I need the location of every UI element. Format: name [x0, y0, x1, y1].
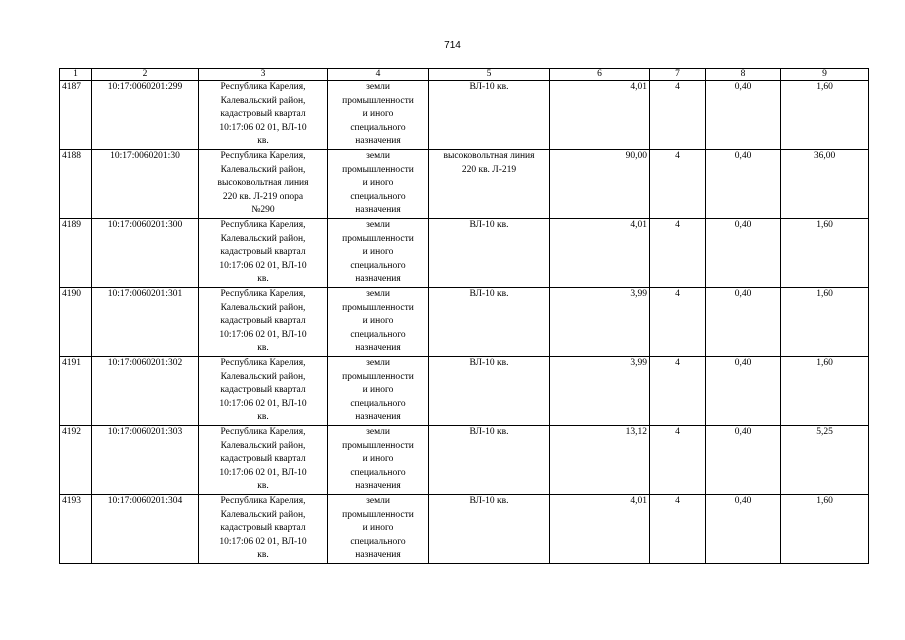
cadastral-number-cell: 10:17:0060201:300	[92, 219, 199, 288]
address-cell-line: Калевальский район,	[220, 164, 306, 175]
table-row	[60, 426, 869, 495]
column-header: 2	[92, 69, 199, 81]
land-category-cell-line: промышленности	[342, 509, 414, 520]
land-category-cell-line: промышленности	[342, 371, 414, 382]
address-cell-line: Калевальский район,	[220, 509, 306, 520]
address-cell-line: 10:17:06 02 01, ВЛ-10	[219, 467, 307, 478]
address-cell	[199, 219, 328, 288]
address-cell-line: Республика Карелия,	[220, 427, 306, 437]
table-row	[60, 357, 869, 426]
column-8-cell: 0,40	[706, 81, 781, 150]
land-category-cell-line: назначения	[355, 412, 401, 423]
column-8-cell: 0,40	[706, 150, 781, 219]
table-row	[60, 219, 869, 288]
land-category-cell-line: и иного	[362, 454, 394, 465]
row-number-cell: 4188	[60, 150, 92, 219]
column-9-cell: 1,60	[781, 81, 869, 150]
address-cell-line: 10:17:06 02 01, ВЛ-10	[219, 536, 307, 547]
permitted-use-cell	[429, 495, 550, 564]
area-cell: 4,01	[550, 219, 650, 288]
land-category-cell-line: назначения	[355, 343, 401, 354]
column-8-cell: 0,40	[706, 288, 781, 357]
cadastral-number-cell: 10:17:0060201:299	[92, 81, 199, 150]
land-category-cell-line: и иного	[362, 385, 394, 396]
permitted-use-cell-line: ВЛ-10 кв.	[469, 358, 509, 368]
column-9-cell: 5,25	[781, 426, 869, 495]
address-cell-line: 10:17:06 02 01, ВЛ-10	[219, 260, 307, 271]
address-cell-line: Республика Карелия,	[220, 496, 306, 506]
cadastral-number-cell: 10:17:0060201:303	[92, 426, 199, 495]
land-category-cell-line: назначения	[355, 550, 401, 561]
land-registry-table	[59, 68, 869, 564]
land-category-cell	[328, 219, 429, 288]
column-header: 4	[328, 69, 429, 81]
address-cell-line: кв.	[257, 136, 269, 147]
area-cell: 13,12	[550, 426, 650, 495]
address-cell-line: кадастровый квартал	[220, 454, 306, 465]
address-cell	[199, 288, 328, 357]
address-cell-line: Республика Карелия,	[220, 82, 306, 92]
column-9-cell: 1,60	[781, 219, 869, 288]
land-category-cell	[328, 495, 429, 564]
permitted-use-cell	[429, 81, 550, 150]
header-row	[60, 69, 869, 81]
column-8-cell: 0,40	[706, 357, 781, 426]
land-category-cell-line: назначения	[355, 136, 401, 147]
land-category-cell-line: назначения	[355, 481, 401, 492]
land-category-cell-line: специального	[350, 191, 406, 202]
column-9-cell: 1,60	[781, 357, 869, 426]
land-category-cell-line: земли	[366, 427, 390, 437]
address-cell-line: 10:17:06 02 01, ВЛ-10	[219, 398, 307, 409]
row-number-cell: 4187	[60, 81, 92, 150]
address-cell-line: 10:17:06 02 01, ВЛ-10	[219, 122, 307, 133]
land-category-cell-line: назначения	[355, 274, 401, 285]
column-7-cell: 4	[650, 219, 706, 288]
land-category-cell	[328, 150, 429, 219]
land-category-cell-line: промышленности	[342, 95, 414, 106]
row-number-cell: 4193	[60, 495, 92, 564]
cadastral-number-cell: 10:17:0060201:30	[92, 150, 199, 219]
column-9-cell: 1,60	[781, 288, 869, 357]
land-category-cell-line: специального	[350, 122, 406, 133]
address-cell-line: кв.	[257, 412, 269, 423]
column-header: 9	[781, 69, 869, 81]
row-number-cell: 4191	[60, 357, 92, 426]
land-category-cell-line: специального	[350, 329, 406, 340]
column-8-cell: 0,40	[706, 426, 781, 495]
column-header: 3	[199, 69, 328, 81]
address-cell-line: кв.	[257, 550, 269, 561]
permitted-use-cell-line: ВЛ-10 кв.	[469, 289, 509, 299]
column-7-cell: 4	[650, 357, 706, 426]
cadastral-number-cell: 10:17:0060201:304	[92, 495, 199, 564]
land-category-cell-line: и иного	[362, 316, 394, 327]
column-8-cell: 0,40	[706, 219, 781, 288]
column-9-cell: 36,00	[781, 150, 869, 219]
column-header: 5	[429, 69, 550, 81]
area-cell: 90,00	[550, 150, 650, 219]
land-category-cell-line: назначения	[355, 205, 401, 216]
address-cell-line: Республика Карелия,	[220, 358, 306, 368]
table-row	[60, 150, 869, 219]
permitted-use-cell-line: 220 кв. Л-219	[461, 164, 517, 175]
column-7-cell: 4	[650, 81, 706, 150]
address-cell	[199, 150, 328, 219]
address-cell-line: Калевальский район,	[220, 233, 306, 244]
permitted-use-cell-line: ВЛ-10 кв.	[469, 496, 509, 506]
row-number-cell: 4190	[60, 288, 92, 357]
column-7-cell: 4	[650, 426, 706, 495]
land-category-cell-line: специального	[350, 467, 406, 478]
land-category-cell-line: земли	[366, 358, 390, 368]
address-cell-line: кв.	[257, 481, 269, 492]
area-cell: 3,99	[550, 288, 650, 357]
address-cell	[199, 426, 328, 495]
address-cell-line: №290	[251, 205, 275, 216]
address-cell-line: кадастровый квартал	[220, 109, 306, 120]
address-cell-line: Калевальский район,	[220, 95, 306, 106]
area-cell: 4,01	[550, 495, 650, 564]
address-cell	[199, 81, 328, 150]
permitted-use-cell-line: ВЛ-10 кв.	[469, 220, 509, 230]
land-category-cell	[328, 288, 429, 357]
address-cell-line: 10:17:06 02 01, ВЛ-10	[219, 329, 307, 340]
permitted-use-cell	[429, 219, 550, 288]
address-cell-line: кадастровый квартал	[220, 385, 306, 396]
column-header: 8	[706, 69, 781, 81]
address-cell	[199, 495, 328, 564]
land-category-cell-line: промышленности	[342, 440, 414, 451]
column-7-cell: 4	[650, 150, 706, 219]
cadastral-number-cell: 10:17:0060201:302	[92, 357, 199, 426]
address-cell-line: Калевальский район,	[220, 302, 306, 313]
land-category-cell-line: специального	[350, 260, 406, 271]
permitted-use-cell	[429, 150, 550, 219]
cadastral-number-cell: 10:17:0060201:301	[92, 288, 199, 357]
permitted-use-cell	[429, 288, 550, 357]
column-8-cell: 0,40	[706, 495, 781, 564]
land-category-cell-line: промышленности	[342, 233, 414, 244]
address-cell-line: Республика Карелия,	[220, 151, 306, 161]
land-category-cell	[328, 357, 429, 426]
address-cell-line: 220 кв. Л-219 опора	[222, 191, 304, 202]
land-category-cell-line: земли	[366, 496, 390, 506]
land-category-cell-line: специального	[350, 536, 406, 547]
permitted-use-cell-line: ВЛ-10 кв.	[469, 82, 509, 92]
land-category-cell-line: специального	[350, 398, 406, 409]
table-row	[60, 81, 869, 150]
permitted-use-cell-line: ВЛ-10 кв.	[469, 427, 509, 437]
land-category-cell	[328, 81, 429, 150]
address-cell-line: кадастровый квартал	[220, 247, 306, 258]
address-cell-line: кадастровый квартал	[220, 316, 306, 327]
page-number: 714	[444, 40, 461, 51]
permitted-use-cell-line: высоковольтная линия	[443, 151, 535, 161]
address-cell-line: Республика Карелия,	[220, 220, 306, 230]
row-number-cell: 4189	[60, 219, 92, 288]
address-cell-line: кадастровый квартал	[220, 523, 306, 534]
land-category-cell-line: земли	[366, 82, 390, 92]
permitted-use-cell	[429, 357, 550, 426]
table-row	[60, 495, 869, 564]
address-cell	[199, 357, 328, 426]
address-cell-line: Калевальский район,	[220, 371, 306, 382]
address-cell-line: кв.	[257, 343, 269, 354]
column-7-cell: 4	[650, 495, 706, 564]
area-cell: 4,01	[550, 81, 650, 150]
land-category-cell-line: промышленности	[342, 164, 414, 175]
column-7-cell: 4	[650, 288, 706, 357]
address-cell-line: высоковольтная линия	[217, 178, 309, 189]
land-category-cell-line: и иного	[362, 178, 394, 189]
land-category-cell	[328, 426, 429, 495]
column-header: 6	[550, 69, 650, 81]
column-9-cell: 1,60	[781, 495, 869, 564]
column-header: 7	[650, 69, 706, 81]
land-category-cell-line: земли	[366, 151, 390, 161]
column-header: 1	[60, 69, 92, 81]
land-category-cell-line: и иного	[362, 523, 394, 534]
land-category-cell-line: промышленности	[342, 302, 414, 313]
land-category-cell-line: и иного	[362, 247, 394, 258]
area-cell: 3,99	[550, 357, 650, 426]
address-cell-line: кв.	[257, 274, 269, 285]
address-cell-line: Республика Карелия,	[220, 289, 306, 299]
land-category-cell-line: земли	[366, 289, 390, 299]
address-cell-line: Калевальский район,	[220, 440, 306, 451]
permitted-use-cell	[429, 426, 550, 495]
row-number-cell: 4192	[60, 426, 92, 495]
table-row	[60, 288, 869, 357]
land-category-cell-line: земли	[366, 220, 390, 230]
land-category-cell-line: и иного	[362, 109, 394, 120]
